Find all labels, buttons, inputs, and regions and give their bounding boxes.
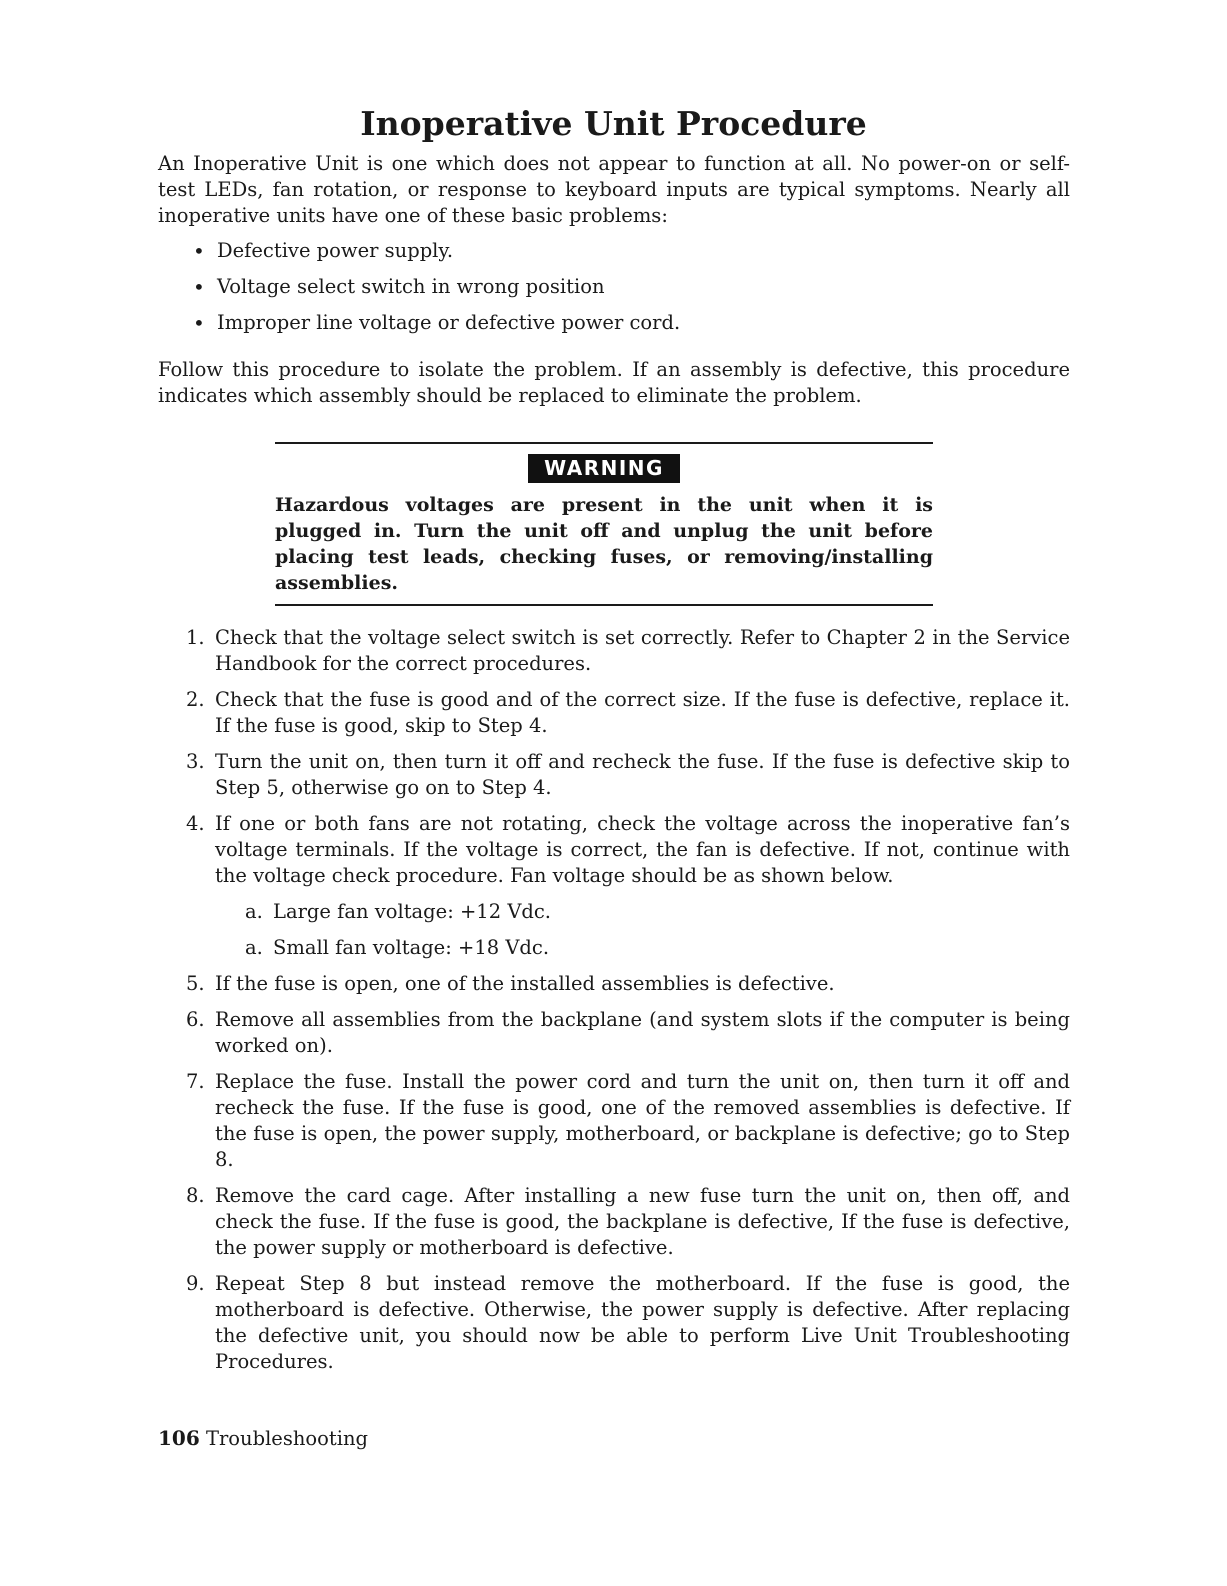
problem-list — [193, 238, 680, 346]
fan-voltage-list — [215, 899, 1070, 961]
step-item — [158, 1007, 1070, 1059]
step-text: If the fuse is open, one of the installed assemblies is defective. — [215, 972, 835, 995]
step-item — [158, 625, 1070, 677]
step-number: 7. — [186, 1070, 205, 1093]
list-item: • Improper line voltage or defective power cord. — [193, 310, 680, 336]
page-title: Inoperative Unit Procedure — [360, 104, 867, 143]
substep-item — [215, 899, 1070, 925]
step-number: 2. — [186, 688, 205, 711]
step-item — [158, 687, 1070, 739]
procedure-intro-paragraph: Follow this procedure to isolate the problem. If an assembly is defective, this procedure indicates which assembly should be replaced to eliminate the problem. — [158, 358, 1070, 407]
step-number: 6. — [186, 1008, 205, 1031]
step-item — [158, 1271, 1070, 1375]
step-item — [158, 811, 1070, 961]
list-item: • Defective power supply. — [193, 238, 680, 264]
substep-text: Small fan voltage: +18 Vdc. — [273, 936, 550, 959]
step-text: Remove the card cage. After installing a new fuse turn the unit on, then off, and check the fuse. If the fuse is good, the backplane is defective, If the fuse is defective, the power supply or motherboard is defective. — [215, 1184, 1070, 1259]
step-number: 9. — [186, 1272, 205, 1295]
step-item — [158, 971, 1070, 997]
intro-paragraph: An Inoperative Unit is one which does not appear to function at all. No power-on or self-test LEDs, fan rotation, or response to keyboard inputs are typical symptoms. Nearly all inoperative units have one of these basic problems: — [158, 152, 1070, 227]
page-number: 106 — [158, 1426, 200, 1450]
step-text: Replace the fuse. Install the power cord and turn the unit on, then turn it off and recheck the fuse. If the fuse is good, one of the removed assemblies is defective. If the fuse is open, the power supply, motherboard, or backplane is defective; go to Step 8. — [215, 1070, 1070, 1171]
page-footer — [158, 1426, 368, 1450]
step-text: Remove all assemblies from the backplane (and system slots if the computer is being worked on). — [215, 1008, 1070, 1057]
step-item — [158, 1069, 1070, 1173]
step-text: Turn the unit on, then turn it off and recheck the fuse. If the fuse is defective skip to Step 5, otherwise go on to Step 4. — [215, 750, 1070, 799]
step-item — [158, 749, 1070, 801]
warning-box — [275, 442, 933, 606]
step-text: Check that the voltage select switch is set correctly. Refer to Chapter 2 in the Service Handbook for the correct procedures. — [215, 626, 1070, 675]
step-item — [158, 1183, 1070, 1261]
step-number: 3. — [186, 750, 205, 773]
section-name: Troubleshooting — [205, 1427, 368, 1450]
step-text: If one or both fans are not rotating, check the voltage across the inoperative fan’s voltage terminals. If the voltage is correct, the fan is defective. If not, continue with the voltage check procedure. Fan voltage should be as shown below. — [215, 812, 1070, 887]
step-number: 5. — [186, 972, 205, 995]
warning-top-rule — [275, 442, 933, 444]
list-item: • Voltage select switch in wrong position — [193, 274, 680, 300]
substep-text: Large fan voltage: +12 Vdc. — [273, 900, 551, 923]
warning-text: Hazardous voltages are present in the unit when it is plugged in. Turn the unit off and unplug the unit before placing test leads, checking fuses, or removing/installing assemblies. — [275, 494, 933, 594]
step-number: 8. — [186, 1184, 205, 1207]
warning-label: WARNING — [528, 454, 680, 483]
substep-letter: a. — [245, 936, 263, 959]
step-number: 4. — [186, 812, 205, 835]
warning-bottom-rule — [275, 604, 933, 606]
procedure-steps — [158, 625, 1070, 1385]
step-number: 1. — [186, 626, 205, 649]
step-text: Repeat Step 8 but instead remove the motherboard. If the fuse is good, the motherboard is defective. Otherwise, the power supply is defective. After replacing the defective unit, you should now be able to perform Live Unit Troubleshooting Procedures. — [215, 1272, 1070, 1373]
substep-letter: a. — [245, 900, 263, 923]
substep-item — [215, 935, 1070, 961]
step-text: Check that the fuse is good and of the correct size. If the fuse is defective, replace it. If the fuse is good, skip to Step 4. — [215, 688, 1070, 737]
